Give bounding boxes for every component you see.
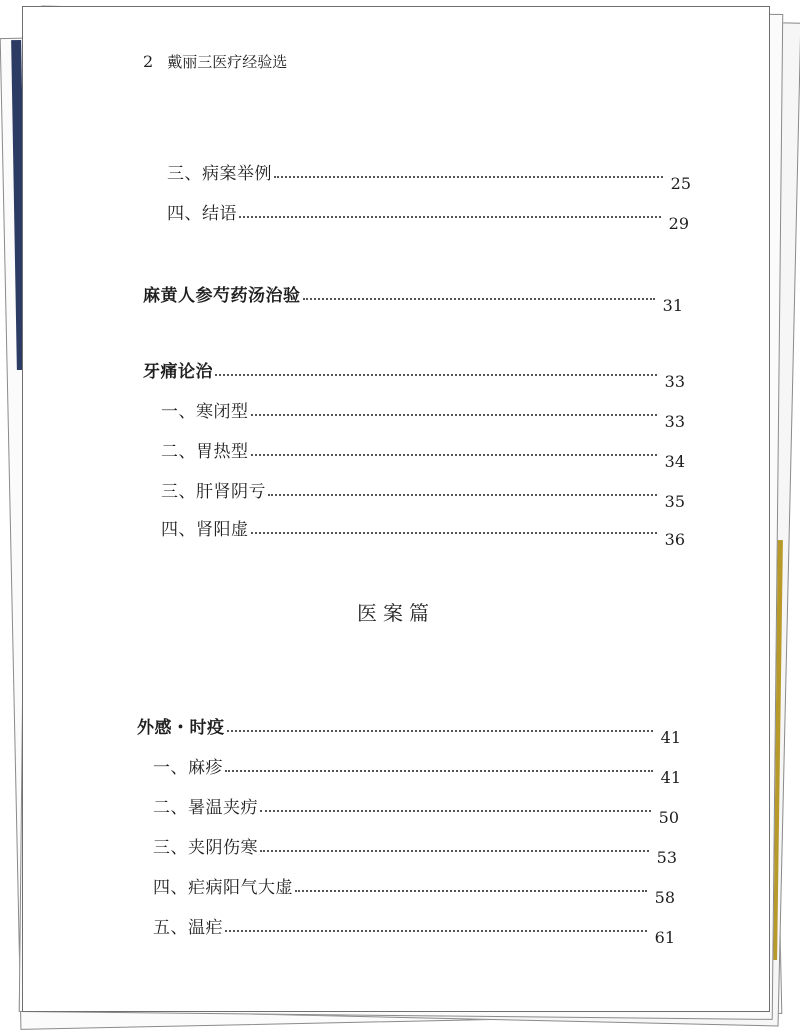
leader-dots <box>274 176 663 178</box>
toc-entry[interactable] <box>153 873 675 907</box>
toc-entry[interactable] <box>153 753 681 787</box>
toc-entry-page: 31 <box>662 296 683 315</box>
toc-entry-title: 牙痛论治 <box>143 362 213 382</box>
leader-dots <box>251 414 657 416</box>
leader-dots <box>260 810 651 812</box>
leader-dots <box>227 730 653 732</box>
toc-entry-title: 一、麻疹 <box>153 758 223 778</box>
running-head <box>143 51 287 72</box>
toc-entry-page: 50 <box>658 808 679 827</box>
toc-entry-page: 33 <box>664 372 685 391</box>
toc-entry-page: 25 <box>670 174 691 193</box>
toc-entry-title: 二、胃热型 <box>161 442 249 462</box>
toc-entry-title: 二、暑温夹疠 <box>153 798 258 818</box>
toc-entry-title: 麻黄人参芍药汤治验 <box>143 286 301 306</box>
toc-entry[interactable] <box>161 397 685 431</box>
toc-entry[interactable] <box>153 793 679 827</box>
leader-dots <box>251 454 657 456</box>
leader-dots <box>225 770 653 772</box>
leader-dots <box>225 930 647 932</box>
toc-entry[interactable] <box>167 159 691 193</box>
toc-entry-page: 34 <box>664 452 685 471</box>
toc-entry-title: 一、寒闭型 <box>161 402 249 422</box>
leader-dots <box>268 494 657 496</box>
toc-entry-title: 三、夹阴伤寒 <box>153 838 258 858</box>
leader-dots <box>303 298 655 300</box>
toc-entry-page: 41 <box>660 768 681 787</box>
toc-entry-title: 外感・时疫 <box>137 718 225 738</box>
section-title: 医案篇 <box>357 601 435 625</box>
toc-entry[interactable] <box>143 281 683 315</box>
toc-page <box>22 6 770 1012</box>
book-title: 戴丽三医疗经验选 <box>167 53 288 71</box>
toc-entry-page: 35 <box>664 492 685 511</box>
toc-entry-title: 三、病案举例 <box>167 164 272 184</box>
toc-entry-title: 四、结语 <box>167 204 237 224</box>
leader-dots <box>260 850 649 852</box>
toc-entry[interactable] <box>167 199 689 233</box>
toc-entry[interactable] <box>137 713 681 747</box>
toc-entry-page: 41 <box>660 728 681 747</box>
page-number: 2 <box>143 52 154 71</box>
toc-entry-page: 53 <box>656 848 677 867</box>
toc-entry[interactable] <box>143 357 685 391</box>
toc-entry-page: 29 <box>668 214 689 233</box>
toc-entry-page: 58 <box>654 888 675 907</box>
toc-entry[interactable] <box>153 913 675 947</box>
toc-entry-page: 61 <box>654 928 675 947</box>
toc-entry[interactable] <box>161 515 685 549</box>
leader-dots <box>215 374 657 376</box>
leader-dots <box>239 216 661 218</box>
leader-dots <box>295 890 647 892</box>
toc-entry[interactable] <box>153 833 677 867</box>
toc-entry-title: 三、肝肾阴亏 <box>161 482 266 502</box>
toc-entry-title: 五、温疟 <box>153 918 223 938</box>
toc-entry-title: 四、疟病阳气大虚 <box>153 878 293 898</box>
leader-dots <box>251 532 657 534</box>
toc-entry[interactable] <box>161 437 685 471</box>
toc-entry-page: 33 <box>664 412 685 431</box>
toc-entry[interactable] <box>161 477 685 511</box>
toc-entry-page: 36 <box>664 530 685 549</box>
toc-entry-title: 四、肾阳虚 <box>161 520 249 540</box>
